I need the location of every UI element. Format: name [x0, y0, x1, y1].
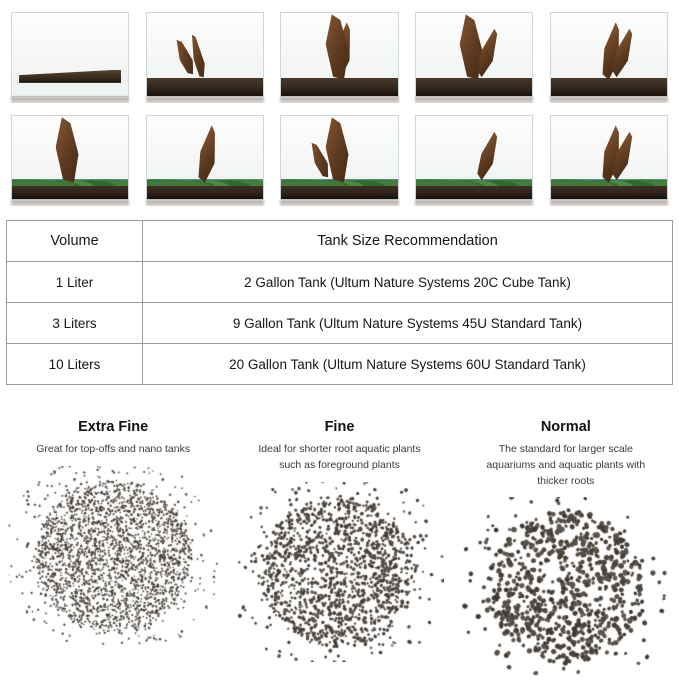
substrate-layer — [281, 78, 397, 96]
tank-glass — [11, 12, 129, 97]
grain-title: Extra Fine — [78, 419, 149, 435]
cell-volume: 10 Liters — [7, 344, 143, 385]
plant-line — [416, 179, 532, 181]
cell-recommendation: 2 Gallon Tank (Ultum Nature Systems 20C Cube Tank) — [143, 262, 673, 303]
grain-column-extra-fine — [0, 419, 226, 677]
tank-size-table — [6, 220, 673, 385]
tank-glass — [550, 12, 668, 97]
cell-recommendation: 9 Gallon Tank (Ultum Nature Systems 45U Standard Tank) — [143, 303, 673, 344]
grain-pile-canvas — [8, 466, 218, 646]
tank-reflection — [415, 200, 533, 206]
substrate-layer — [551, 78, 667, 96]
tank-photo-1 — [6, 6, 135, 103]
cell-volume: 3 Liters — [7, 303, 143, 344]
tank-photo-4 — [410, 6, 539, 103]
tank-glass — [550, 115, 668, 200]
tank-reflection — [280, 97, 398, 103]
tank-photo-9 — [410, 109, 539, 206]
tank-photo-2 — [141, 6, 270, 103]
grain-pile-normal — [461, 497, 671, 677]
grain-description: The standard for larger scale aquariums and aquatic plants with thicker roots — [486, 443, 646, 487]
tank-photo-7 — [141, 109, 270, 206]
tank-photo-6 — [6, 109, 135, 206]
tank-glass — [146, 12, 264, 97]
tank-reflection — [146, 200, 264, 206]
table-row — [7, 262, 673, 303]
tank-photo-3 — [275, 6, 404, 103]
tank-reflection — [146, 97, 264, 103]
cell-recommendation: 20 Gallon Tank (Ultum Nature Systems 60U Standard Tank) — [143, 344, 673, 385]
table-header-row — [7, 221, 673, 262]
tank-reflection — [11, 97, 129, 103]
tank-reflection — [11, 200, 129, 206]
substrate-layer — [416, 78, 532, 96]
grain-title: Normal — [540, 419, 591, 435]
table-row — [7, 303, 673, 344]
grain-column-normal — [453, 419, 679, 677]
tank-glass — [146, 115, 264, 200]
cell-volume: 1 Liter — [7, 262, 143, 303]
photo-row-top — [6, 6, 673, 103]
tank-reflection — [550, 200, 668, 206]
grain-pile-canvas — [234, 482, 444, 662]
tank-reflection — [550, 97, 668, 103]
tank-glass — [415, 115, 533, 200]
grain-pile-fine — [234, 482, 444, 662]
grain-column-fine — [226, 419, 452, 677]
grain-description: Ideal for shorter root aquatic plants such as foreground plants — [258, 443, 421, 471]
tank-glass — [280, 12, 398, 97]
tank-photo-10 — [544, 109, 673, 206]
column-header-volume: Volume — [7, 221, 143, 262]
tank-reflection — [415, 97, 533, 103]
grain-title: Fine — [324, 419, 355, 435]
tank-glass — [280, 115, 398, 200]
aquascape-photo-gallery — [0, 0, 679, 206]
tank-glass — [415, 12, 533, 97]
column-header-recommendation: Tank Size Recommendation — [143, 221, 673, 262]
tank-reflection — [280, 200, 398, 206]
tank-photo-5 — [544, 6, 673, 103]
grain-size-comparison — [0, 419, 679, 677]
substrate-layer — [147, 78, 263, 96]
tank-glass — [11, 115, 129, 200]
grain-description: Great for top-offs and nano tanks — [36, 443, 191, 455]
table-row — [7, 344, 673, 385]
photo-row-bottom — [6, 109, 673, 206]
tank-size-table-wrapper — [6, 220, 673, 385]
tank-photo-8 — [275, 109, 404, 206]
substrate-slope — [19, 70, 121, 83]
grain-pile-canvas — [461, 497, 671, 677]
grain-pile-extra-fine — [8, 466, 218, 646]
